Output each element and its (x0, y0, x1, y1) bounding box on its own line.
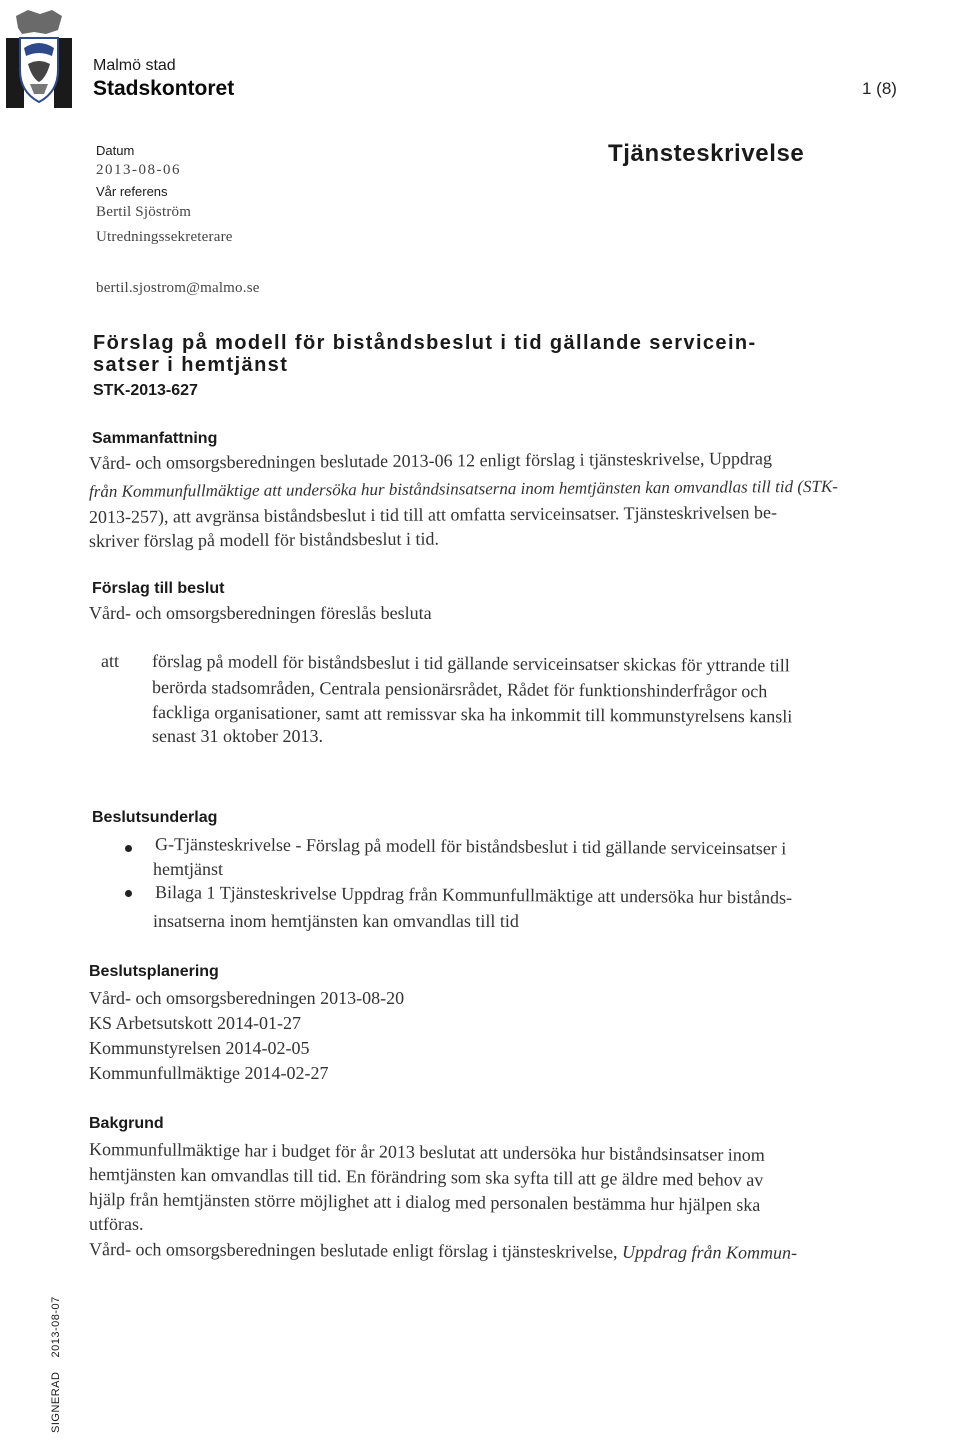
att-clause-line: fackliga organisationer, samt att remissvar ska ha inkommit till kommunstyrelsens kansli (151, 702, 793, 727)
planning-heading: Beslutsplanering (89, 963, 219, 980)
proposal-intro: Vård- och omsorgsberedningen föreslås besluta (89, 603, 432, 623)
background-line: hjälp från hemtjänsten större möjlighet att i dialog med personalen bestämma hur hjälpen ska (88, 1189, 761, 1215)
background-line-plain: Vård- och omsorgsberedningen beslutade enligt förslag i tjänsteskrivelse, (88, 1239, 623, 1262)
proposal-heading: Förslag till beslut (92, 580, 225, 597)
reference-label: Vår referens (96, 184, 168, 199)
document-type: Tjänsteskrivelse (608, 140, 805, 167)
planning-item: Vård- och omsorgsberedningen 2013-08-20 (89, 988, 405, 1008)
basis-item-line: Bilaga 1 Tjänsteskrivelse Uppdrag från Kommunfullmäktige att undersöka hur bistånds- (154, 882, 793, 908)
summary-line: 2013-257), att avgränsa biståndsbeslut i tid till att omfatta serviceinsatser. Tjänsteskrivelsen be- (88, 502, 778, 527)
date-value: 2013-08-06 (96, 162, 181, 178)
background-line: Kommunfullmäktige har i budget för år 2013 beslutat att undersöka hur biståndsinsatser inom (88, 1139, 765, 1165)
basis-item-line: insatserna inom hemtjänsten kan omvandlas till tid (153, 911, 519, 931)
document-title-continued: satser i hemtjänst (93, 354, 289, 376)
case-number: STK-2013-627 (93, 382, 198, 399)
background-line: utföras. (89, 1214, 144, 1234)
basis-heading: Beslutsunderlag (92, 809, 218, 826)
reference-title: Utredningssekreterare (96, 229, 233, 245)
date-label: Datum (96, 143, 135, 158)
summary-line: skriver förslag på modell för biståndsbeslut i tid. (88, 528, 439, 551)
bullet-icon (125, 890, 132, 897)
malmo-stad-logo (6, 8, 72, 108)
basis-item-line: G-Tjänsteskrivelse - Förslag på modell för biståndsbeslut i tid gällande serviceinsatser i (154, 834, 787, 859)
background-line (89, 1239, 797, 1264)
att-label: att (101, 651, 119, 671)
summary-heading: Sammanfattning (92, 430, 218, 447)
summary-line: från Kommunfullmäktige att undersöka hur biståndsinsatserna inom hemtjänsten kan omvandlas till tid (STK- (88, 476, 838, 501)
planning-item: Kommunfullmäktige 2014-02-27 (89, 1063, 329, 1083)
summary-line: Vård- och omsorgsberedningen beslutade 2013-06 12 enligt förslag i tjänsteskrivelse, Uppdrag (88, 448, 773, 473)
att-clause-line: senast 31 oktober 2013. (152, 726, 323, 746)
background-line-italic: Uppdrag från Kommun- (621, 1241, 798, 1263)
att-clause-line: förslag på modell för biståndsbeslut i tid gällande serviceinsatser skickas för yttrande till (151, 651, 790, 676)
document-title: Förslag på modell för biståndsbeslut i tid gällande servicein- (93, 332, 757, 354)
org-name: Malmö stad (93, 57, 176, 74)
background-line: hemtjänsten kan omvandlas till tid. En förändring som ska syfta till att ge äldre med behov av (88, 1164, 764, 1190)
bullet-icon (125, 845, 132, 852)
signed-stamp (50, 1282, 62, 1433)
planning-item: Kommunstyrelsen 2014-02-05 (89, 1038, 310, 1058)
signed-date: 2013-08-07 (50, 1296, 62, 1358)
reference-email: bertil.sjostrom@malmo.se (96, 280, 260, 296)
basis-item-line: hemtjänst (153, 859, 223, 879)
org-unit: Stadskontoret (93, 77, 235, 100)
page-number: 1 (8) (862, 79, 897, 98)
reference-name: Bertil Sjöström (96, 204, 192, 220)
background-heading: Bakgrund (89, 1115, 164, 1132)
signed-label: SIGNERAD (50, 1371, 62, 1433)
att-clause-line: berörda stadsområden, Centrala pensionärsrådet, Rådet för funktionshinderfrågor och (151, 677, 768, 702)
planning-item: KS Arbetsutskott 2014-01-27 (89, 1013, 302, 1033)
